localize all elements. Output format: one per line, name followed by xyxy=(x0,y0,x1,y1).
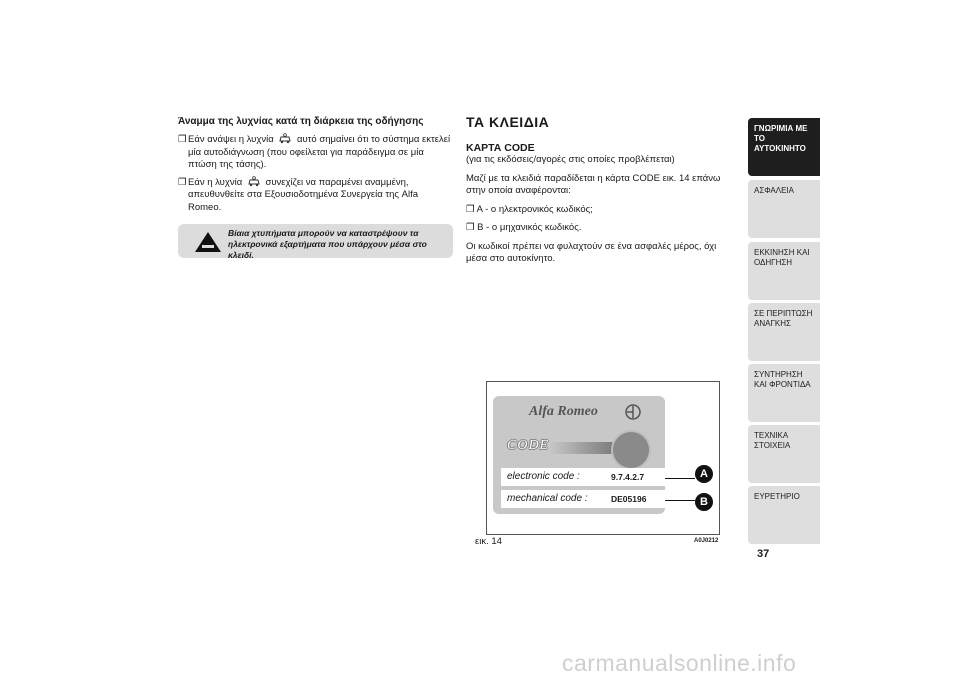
warning-triangle-icon xyxy=(194,231,222,253)
subheading: Άναμμα της λυχνίας κατά τη διάρκεια της οδήγησης xyxy=(178,116,424,127)
bullet-text: Εάν η λυχνία xyxy=(188,176,243,188)
alfa-emblem-icon xyxy=(625,404,641,420)
arrow-gradient xyxy=(549,442,615,454)
callout-b: B xyxy=(695,493,713,511)
figure-code: A0J0212 xyxy=(694,538,719,544)
left-column xyxy=(178,116,453,258)
tab-label: ΑΣΦΑΛΕΙΑ xyxy=(754,186,795,195)
watermark: carmanualsonline.info xyxy=(562,650,797,676)
car-key-lamp-icon xyxy=(278,133,292,144)
electronic-code-value: 9.7.4.2.7 xyxy=(611,472,645,482)
key-button-icon xyxy=(611,430,651,470)
bullet-text: Εάν ανάψει η λυχνία xyxy=(188,134,274,145)
tab-label: ΣΥΝΤΗΡΗΣΗ ΚΑΙ ΦΡΟΝΤΙΔΑ xyxy=(754,370,811,389)
tab-maintenance[interactable] xyxy=(748,364,820,422)
tab-label: ΕΚΚΙΝΗΣΗ ΚΑΙ ΟΔΗΓΗΣΗ xyxy=(754,248,810,267)
car-key-lamp-icon xyxy=(247,176,261,187)
paragraph: Μαζί με τα κλειδιά παραδίδεται η κάρτα CODE εικ. 14 επάνω στην οποία αναφέρονται: xyxy=(466,172,721,196)
tab-label: ΤΕΧΝΙΚΑ ΣΤΟΙΧΕΙΑ xyxy=(754,431,791,450)
card-heading: ΚΑΡΤΑ CODE xyxy=(466,142,535,154)
tab-label: ΓΝΩΡΙΜΙΑ ΜΕ ΤΟ ΑΥΤΟΚΙΝΗΤΟ xyxy=(754,124,808,153)
warning-box xyxy=(178,224,453,258)
warning-text: Βίαια χτυπήματα μπορούν να καταστρέψουν τα ηλεκτρονικά εξαρτήματα που υπάρχουν μέσα στο κλειδί. xyxy=(228,228,427,260)
tab-label: ΣΕ ΠΕΡΙΠΤΩΣΗ ΑΝΑΓΚΗΣ xyxy=(754,309,813,328)
right-column xyxy=(466,114,736,272)
list-item xyxy=(466,222,736,235)
checkbox-square-icon: ❒ xyxy=(466,203,477,215)
tab-technical-data[interactable] xyxy=(748,425,820,483)
paragraph: Οι κωδικοί πρέπει να φυλαχτούν σε ένα ασφαλές μέρος, όχι μέσα στο αυτοκίνητο. xyxy=(466,240,717,264)
bullet-item xyxy=(178,133,453,172)
list-item xyxy=(466,204,736,217)
list-item-text: A - ο ηλεκτρονικός κωδικός; xyxy=(476,203,593,215)
checkbox-square-icon: ❒ xyxy=(178,176,187,188)
mechanical-code-label: mechanical code : xyxy=(507,493,588,504)
callout-line-b xyxy=(665,500,695,501)
figure-caption: εικ. 14 xyxy=(475,536,502,547)
callout-line-a xyxy=(665,478,695,479)
callout-a: A xyxy=(695,465,713,483)
code-card xyxy=(493,396,665,514)
card-subtitle: (για τις εκδόσεις/αγορές στις οποίες προβλέπεται) xyxy=(466,154,675,165)
figure-code-card xyxy=(486,381,720,535)
electronic-code-row xyxy=(501,468,667,486)
bullet-text: αυτό σημαίνει ότι το σύστημα εκτελεί μία αυτοδιάγνωση (που οφείλεται για παράδειγμα σε μία πτώση της τάσης). xyxy=(188,134,451,170)
electronic-code-label: electronic code : xyxy=(507,471,580,482)
tab-safety[interactable] xyxy=(748,180,820,238)
page-number: 37 xyxy=(757,548,770,560)
mechanical-code-value: DE05196 xyxy=(611,494,647,504)
list-item-text: B - ο μηχανικός κωδικός. xyxy=(477,222,582,233)
section-heading: ΤΑ ΚΛΕΙΔΙΑ xyxy=(466,114,550,130)
bullet-item xyxy=(178,176,453,215)
tab-label: ΕΥΡΕΤΗΡΙΟ xyxy=(754,492,800,501)
mechanical-code-row xyxy=(501,490,667,508)
tab-index[interactable] xyxy=(748,486,820,544)
bullet-text: συνεχίζει να παραμένει αναμμένη, απευθυνθείτε στα Εξουσιοδοτημένα Συνεργεία της Alfa Romeo. xyxy=(188,176,419,213)
tab-starting-driving[interactable] xyxy=(748,242,820,300)
tab-getting-to-know[interactable] xyxy=(748,118,820,176)
tab-emergency[interactable] xyxy=(748,303,820,361)
brand-logo: Alfa Romeo xyxy=(529,404,598,419)
checkbox-square-icon: ❒ xyxy=(178,134,187,145)
checkbox-square-icon: ❒ xyxy=(466,222,478,233)
code-label: CODE xyxy=(507,438,550,453)
